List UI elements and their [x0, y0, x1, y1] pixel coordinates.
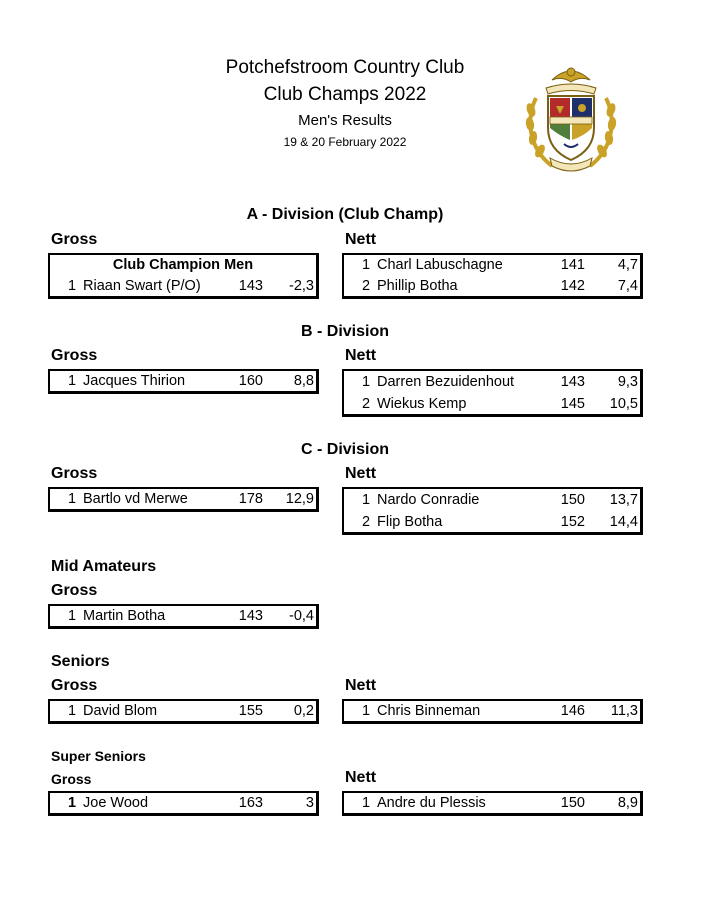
player-name: Phillip Botha — [377, 278, 458, 294]
seniors-nett-box — [342, 699, 643, 724]
table-row — [344, 701, 640, 722]
table-row — [344, 393, 640, 415]
player-name: David Blom — [83, 703, 158, 719]
section-heading-mid: Mid Amateurs — [51, 558, 157, 575]
score: 163 — [238, 795, 263, 811]
table-row — [50, 701, 316, 722]
a-gross-box — [48, 253, 319, 299]
table-row — [344, 276, 640, 297]
player-name: Joe Wood — [83, 795, 149, 811]
position: 1 — [362, 703, 371, 719]
table-row — [344, 511, 640, 533]
table-row — [344, 255, 640, 276]
score: 150 — [560, 492, 585, 508]
gross-label: Gross — [51, 465, 98, 482]
position: 1 — [68, 703, 77, 719]
club-crest-icon — [522, 58, 620, 176]
gross-label: Gross — [51, 582, 98, 599]
b-gross-box — [48, 369, 319, 394]
position: 1 — [68, 278, 77, 294]
nett-label: Nett — [345, 465, 377, 482]
table-row — [50, 793, 316, 814]
score: 145 — [560, 396, 585, 412]
score: 160 — [238, 373, 263, 389]
section-heading-b: B - Division — [300, 323, 389, 340]
player-name: Wiekus Kemp — [377, 396, 467, 412]
score: 143 — [238, 608, 263, 624]
handicap: 4,7 — [617, 257, 638, 273]
table-row — [50, 606, 316, 627]
super-nett-box — [342, 791, 643, 816]
section-heading-c: C - Division — [300, 441, 389, 458]
gross-label: Gross — [51, 231, 98, 248]
event-date: 19 & 20 February 2022 — [283, 135, 407, 149]
score: 146 — [560, 703, 585, 719]
table-row — [344, 489, 640, 511]
handicap: 8,9 — [617, 795, 638, 811]
handicap: 8,8 — [293, 373, 314, 389]
handicap: -0,4 — [289, 608, 314, 624]
position: 2 — [362, 396, 371, 412]
page-subtitle: Men's Results — [298, 112, 392, 129]
player-name: Andre du Plessis — [377, 795, 486, 811]
player-name: Jacques Thirion — [83, 373, 186, 389]
club-champion-title: Club Champion Men — [112, 257, 254, 273]
position: 1 — [362, 795, 371, 811]
page-title-line2: Club Champs 2022 — [263, 84, 427, 105]
handicap: 10,5 — [609, 396, 638, 412]
player-name: Nardo Conradie — [377, 492, 480, 508]
position: 1 — [68, 795, 77, 811]
player-name: Flip Botha — [377, 514, 443, 530]
score: 142 — [560, 278, 585, 294]
score: 152 — [560, 514, 585, 530]
handicap: -2,3 — [289, 278, 314, 294]
section-heading-seniors: Seniors — [51, 653, 110, 670]
table-row — [50, 276, 316, 297]
handicap: 12,9 — [285, 491, 314, 507]
position: 1 — [362, 257, 371, 273]
player-name: Martin Botha — [83, 608, 166, 624]
nett-label: Nett — [345, 769, 377, 786]
super-gross-box — [48, 791, 319, 816]
position: 1 — [68, 608, 77, 624]
gross-label: Gross — [51, 771, 92, 787]
player-name: Darren Bezuidenhout — [377, 374, 515, 390]
player-name: Bartlo vd Merwe — [83, 491, 188, 507]
b-nett-box — [342, 369, 643, 417]
position: 1 — [68, 491, 77, 507]
handicap: 9,3 — [617, 374, 638, 390]
position: 1 — [68, 373, 77, 389]
c-gross-box — [48, 487, 319, 512]
seniors-gross-box — [48, 699, 319, 724]
nett-label: Nett — [345, 677, 377, 694]
handicap: 7,4 — [617, 278, 638, 294]
gross-label: Gross — [51, 677, 98, 694]
handicap: 0,2 — [293, 703, 314, 719]
position: 1 — [362, 374, 371, 390]
gross-label: Gross — [51, 347, 98, 364]
score: 141 — [560, 257, 585, 273]
position: 2 — [362, 514, 371, 530]
handicap: 3 — [305, 795, 314, 811]
nett-label: Nett — [345, 347, 377, 364]
table-row — [344, 371, 640, 393]
handicap: 14,4 — [609, 514, 638, 530]
nett-label: Nett — [345, 231, 377, 248]
table-row — [50, 371, 316, 392]
section-heading-a: A - Division (Club Champ) — [246, 206, 444, 223]
score: 150 — [560, 795, 585, 811]
score: 143 — [560, 374, 585, 390]
page-title: Potchefstroom Country Club — [225, 57, 465, 78]
player-name: Charl Labuschagne — [377, 257, 503, 273]
handicap: 11,3 — [610, 703, 638, 719]
table-row — [344, 793, 640, 814]
a-nett-box — [342, 253, 643, 299]
section-heading-super: Super Seniors — [51, 748, 146, 764]
player-name: Riaan Swart (P/O) — [83, 278, 201, 294]
score: 178 — [238, 491, 263, 507]
position: 1 — [362, 492, 371, 508]
handicap: 13,7 — [609, 492, 638, 508]
mid-gross-box — [48, 604, 319, 629]
player-name: Chris Binneman — [377, 703, 481, 719]
score: 155 — [238, 703, 263, 719]
score: 143 — [238, 278, 263, 294]
table-row — [50, 489, 316, 510]
position: 2 — [362, 278, 371, 294]
c-nett-box — [342, 487, 643, 535]
